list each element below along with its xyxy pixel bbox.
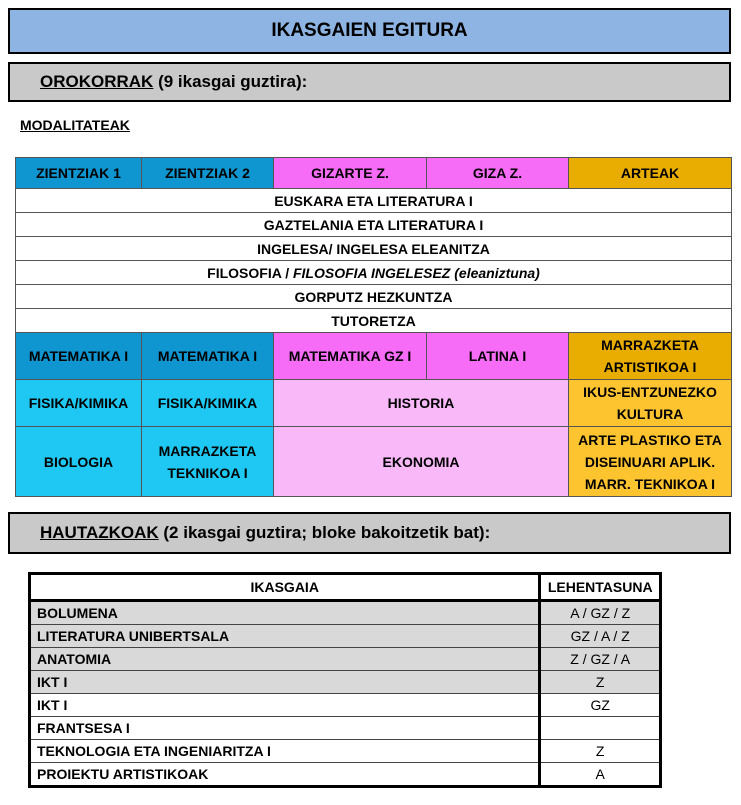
table-row <box>30 694 661 717</box>
subject-cell: MATEMATIKA I <box>142 333 274 380</box>
table-row <box>16 261 732 285</box>
subject-cell: HISTORIA <box>274 380 569 427</box>
subject-cell: MATEMATIKA GZ I <box>274 333 427 380</box>
priority-value: Z <box>540 671 661 694</box>
subject-name: IKT I <box>30 671 540 694</box>
subject-name: BOLUMENA <box>30 601 540 625</box>
table-row <box>16 427 732 497</box>
section-orokorrak-label: OROKORRAK <box>40 72 154 91</box>
priority-value <box>540 717 661 740</box>
table-row <box>16 285 732 309</box>
table-row <box>30 763 661 787</box>
subject-cell: IKUS-ENTZUNEZKO KULTURA <box>569 380 732 427</box>
section-hautazkoak <box>8 512 731 554</box>
subject-cell: BIOLOGIA <box>16 427 142 497</box>
subject-cell: FISIKA/KIMIKA <box>16 380 142 427</box>
subject-name: TEKNOLOGIA ETA INGENIARITZA I <box>30 740 540 763</box>
common-subject: GORPUTZ HEZKUNTZA <box>16 285 732 309</box>
section-orokorrak-note: (9 ikasgai guztira): <box>153 72 308 91</box>
header-zientziak-1: ZIENTZIAK 1 <box>16 158 142 189</box>
priority-value: GZ / A / Z <box>540 625 661 648</box>
header-giza: GIZA Z. <box>427 158 569 189</box>
common-subject-filosofia <box>16 261 732 285</box>
page-title: IKASGAIEN EGITURA <box>8 8 731 54</box>
subject-cell: EKONOMIA <box>274 427 569 497</box>
subject-cell: ARTE PLASTIKO ETA DISEINUARI APLIK. MARR. TEKNIKOA I <box>569 427 732 497</box>
section-orokorrak <box>8 62 731 102</box>
table-row <box>30 740 661 763</box>
subject-cell: FISIKA/KIMIKA <box>142 380 274 427</box>
table-row <box>30 671 661 694</box>
table-row <box>16 333 732 380</box>
column-header-lehentasuna: LEHENTASUNA <box>540 574 661 601</box>
table-row <box>30 625 661 648</box>
section-hautazkoak-label: HAUTAZKOAK <box>40 523 159 542</box>
table-header-row <box>30 574 661 601</box>
table-row <box>16 237 732 261</box>
common-subject: EUSKARA ETA LITERATURA I <box>16 189 732 213</box>
table-row <box>30 648 661 671</box>
column-header-ikasgaia: IKASGAIA <box>30 574 540 601</box>
header-arteak: ARTEAK <box>569 158 732 189</box>
filosofia-italic: FILOSOFIA INGELESEZ (eleaniztuna) <box>292 264 540 281</box>
subject-cell: LATINA I <box>427 333 569 380</box>
priority-value: A / GZ / Z <box>540 601 661 625</box>
subject-cell: MATEMATIKA I <box>16 333 142 380</box>
section-hautazkoak-note: (2 ikasgai guztira; bloke bakoitzetik bat): <box>158 523 491 542</box>
subject-name: IKT I <box>30 694 540 717</box>
subject-name: LITERATURA UNIBERTSALA <box>30 625 540 648</box>
header-gizarte: GIZARTE Z. <box>274 158 427 189</box>
table-row <box>30 717 661 740</box>
priority-value: Z / GZ / A <box>540 648 661 671</box>
common-subject: TUTORETZA <box>16 309 732 333</box>
table-row <box>16 309 732 333</box>
table-row <box>16 213 732 237</box>
hautazkoak-table <box>28 572 662 788</box>
common-subject: GAZTELANIA ETA LITERATURA I <box>16 213 732 237</box>
header-zientziak-2: ZIENTZIAK 2 <box>142 158 274 189</box>
priority-value: GZ <box>540 694 661 717</box>
table-row <box>30 601 661 625</box>
table-row <box>16 380 732 427</box>
subject-cell: MARRAZKETA ARTISTIKOA I <box>569 333 732 380</box>
subject-name: FRANTSESA I <box>30 717 540 740</box>
table-row <box>16 158 732 189</box>
subject-name: ANATOMIA <box>30 648 540 671</box>
priority-value: Z <box>540 740 661 763</box>
modalitateak-table <box>15 157 732 497</box>
filosofia-plain: FILOSOFIA / <box>207 264 293 281</box>
common-subject: INGELESA/ INGELESA ELEANITZA <box>16 237 732 261</box>
subject-cell: MARRAZKETA TEKNIKOA I <box>142 427 274 497</box>
priority-value: A <box>540 763 661 787</box>
modalitateak-heading: MODALITATEAK <box>20 117 130 133</box>
table-row <box>16 189 732 213</box>
subject-name: PROIEKTU ARTISTIKOAK <box>30 763 540 787</box>
